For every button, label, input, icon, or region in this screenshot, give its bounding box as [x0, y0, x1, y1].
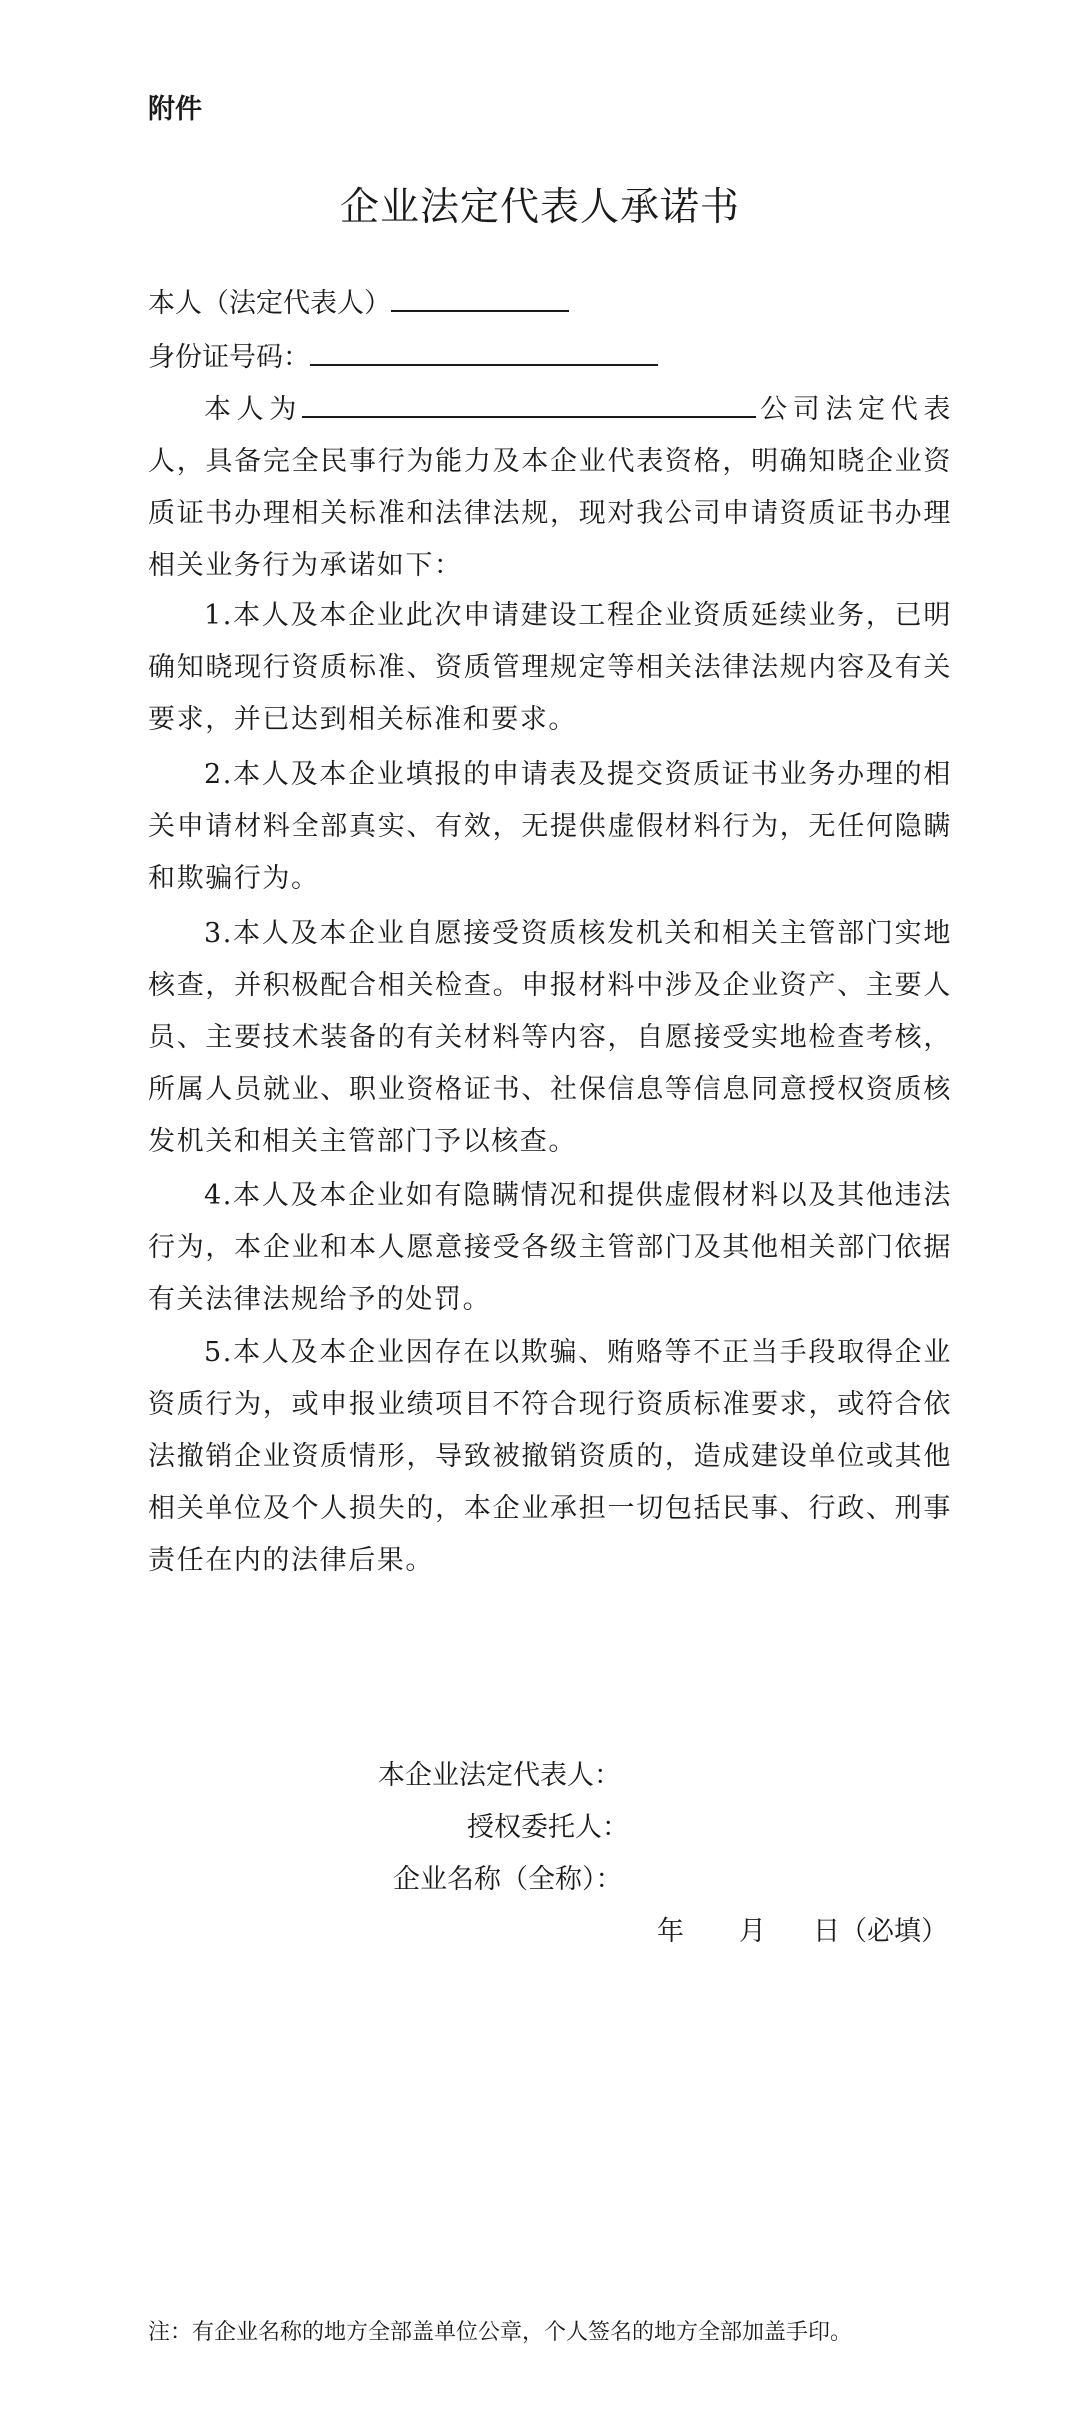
legal-rep-signature-label: 本企业法定代表人： — [378, 1760, 621, 1791]
id-number-blank — [310, 334, 658, 366]
attachment-label: 附件 — [148, 94, 202, 125]
clause-5: 5.本人及本企业因存在以欺骗、贿赂等不正当手段取得企业资质行为，或申报业绩项目不符合现行资质标准要求，或符合依法撤销企业资质情形，导致被撤销资质的，造成建设单位或其他相关单位及个人损失的，本企业承担一切包括民事、行政、刑事责任在内的法律后果。 — [148, 1337, 952, 1576]
clause-1: 1.本人及本企业此次申请建设工程企业资质延续业务，已明确知晓现行资质标准、资质管理规定等相关法律法规内容及有关要求，并已达到相关标准和要求。 — [148, 600, 952, 735]
date-line — [657, 1912, 948, 1952]
company-name-blank — [302, 386, 756, 418]
intro-paragraph — [148, 384, 952, 592]
footer-note: 注：有企业名称的地方全部盖单位公章，个人签名的地方全部加盖手印。 — [148, 2320, 853, 2345]
company-name-label: 企业名称（全称）： — [393, 1864, 623, 1895]
representative-line — [148, 280, 569, 324]
authorized-agent-label: 授权委托人： — [467, 1812, 629, 1843]
intro-suffix: 公司法定代表人， — [148, 394, 952, 477]
intro-prefix: 本人为 — [204, 394, 302, 425]
date-month-label: 月 — [739, 1916, 766, 1947]
document-title: 企业法定代表人承诺书 — [339, 185, 740, 230]
intro-body: 具备完全民事行为能力及本企业代表资格，明确知晓企业资质证书办理相关标准和法律法规，现对我公司申请资质证书办理相关业务行为承诺如下： — [148, 446, 952, 581]
date-day-label: 日（必填） — [813, 1916, 948, 1947]
representative-blank — [391, 280, 569, 312]
clause-2: 2.本人及本企业填报的申请表及提交资质证书业务办理的相关申请材料全部真实、有效，无提供虚假材料行为，无任何隐瞒和欺骗行为。 — [148, 759, 952, 894]
id-number-label: 身份证号码： — [148, 342, 310, 373]
clause-3: 3.本人及本企业自愿接受资质核发机关和相关主管部门实地核查，并积极配合相关检查。申报材料中涉及企业资产、主要人员、主要技术装备的有关材料等内容，自愿接受实地检查考核，所属人员就业、职业资格证书、社保信息等信息同意授权资质核发机关和相关主管部门予以核查。 — [148, 918, 952, 1157]
clause-4: 4.本人及本企业如有隐瞒情况和提供虚假材料以及其他违法行为，本企业和本人愿意接受各级主管部门及其他相关部门依据有关法律法规给予的处罚。 — [148, 1180, 952, 1315]
date-year-label: 年 — [657, 1916, 684, 1947]
representative-label: 本人（法定代表人） — [148, 288, 391, 319]
id-number-line — [148, 334, 658, 378]
